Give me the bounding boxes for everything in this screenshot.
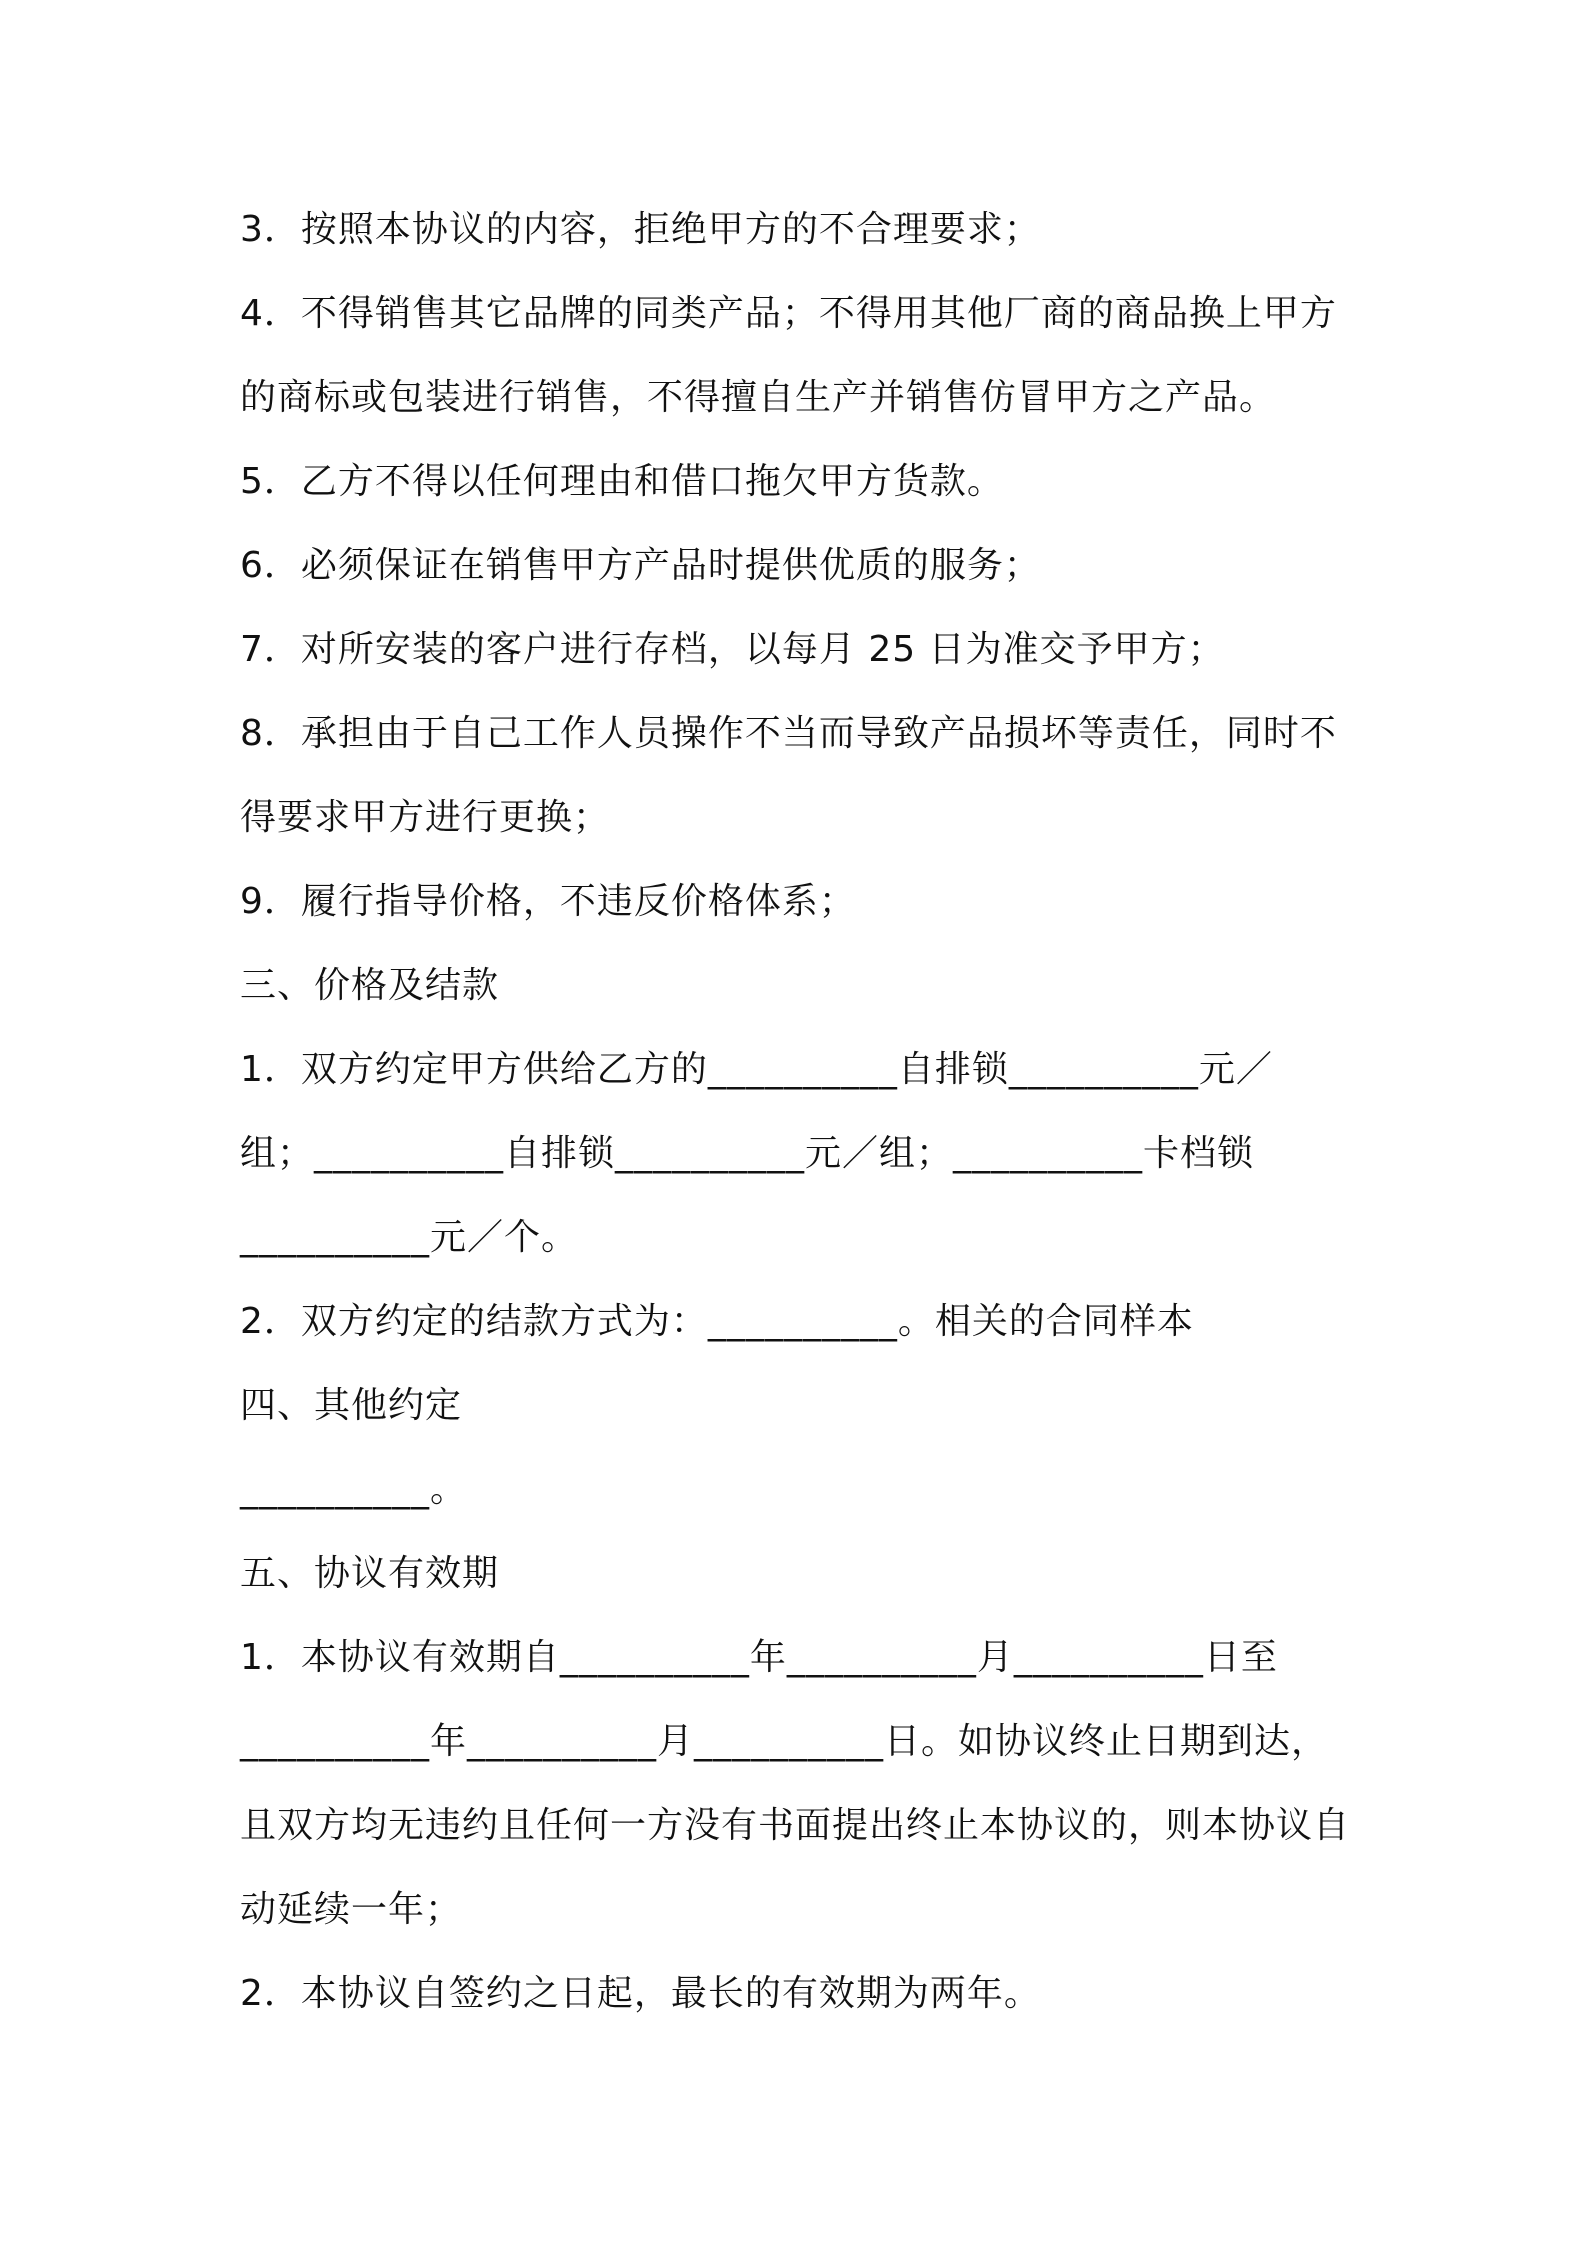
clause-9: 9．履行指导价格，不违反价格体系；: [240, 881, 856, 922]
clause-8-line-2: 得要求甲方进行更换；: [240, 797, 611, 838]
clause-6: 6．必须保证在销售甲方产品时提供优质的服务；: [240, 545, 1041, 586]
price-clause-1-line-1: 1．双方约定甲方供给乙方的__________自排锁__________元／: [240, 1049, 1273, 1090]
other-agreement-blank: __________。: [240, 1469, 468, 1510]
section-4-heading: 四、其他约定: [240, 1385, 463, 1426]
document-page: [240, 198, 1360, 2046]
clause-4-line-2: 的商标或包装进行销售，不得擅自生产并销售仿冒甲方之产品。: [240, 377, 1277, 418]
price-clause-1-line-3: __________元／个。: [240, 1217, 579, 1258]
clause-4-line-1: 4．不得销售其它品牌的同类产品；不得用其他厂商的商品换上甲方: [240, 293, 1337, 334]
clause-3: 3．按照本协议的内容，拒绝甲方的不合理要求；: [240, 209, 1041, 250]
validity-clause-1-line-4: 动延续一年；: [240, 1889, 463, 1930]
clause-5: 5．乙方不得以任何理由和借口拖欠甲方货款。: [240, 461, 1004, 502]
validity-clause-1-line-3: 且双方均无违约且任何一方没有书面提出终止本协议的，则本协议自: [240, 1805, 1351, 1846]
clause-7: 7．对所安装的客户进行存档，以每月 25 日为准交予甲方；: [240, 629, 1225, 670]
validity-clause-1-line-2: __________年__________月__________日。如协议终止日期到达，: [240, 1721, 1329, 1762]
clause-8-line-1: 8．承担由于自己工作人员操作不当而导致产品损坏等责任，同时不: [240, 713, 1337, 754]
price-clause-1-line-2: 组；__________自排锁__________元／组；__________卡档锁: [240, 1133, 1255, 1174]
price-clause-2: 2．双方约定的结款方式为：__________。相关的合同样本: [240, 1301, 1194, 1342]
validity-clause-2: 2．本协议自签约之日起，最长的有效期为两年。: [240, 1973, 1041, 2014]
section-3-heading: 三、价格及结款: [240, 965, 500, 1006]
section-5-heading: 五、协议有效期: [240, 1553, 500, 1594]
validity-clause-1-line-1: 1．本协议有效期自__________年__________月__________日至: [240, 1637, 1278, 1678]
